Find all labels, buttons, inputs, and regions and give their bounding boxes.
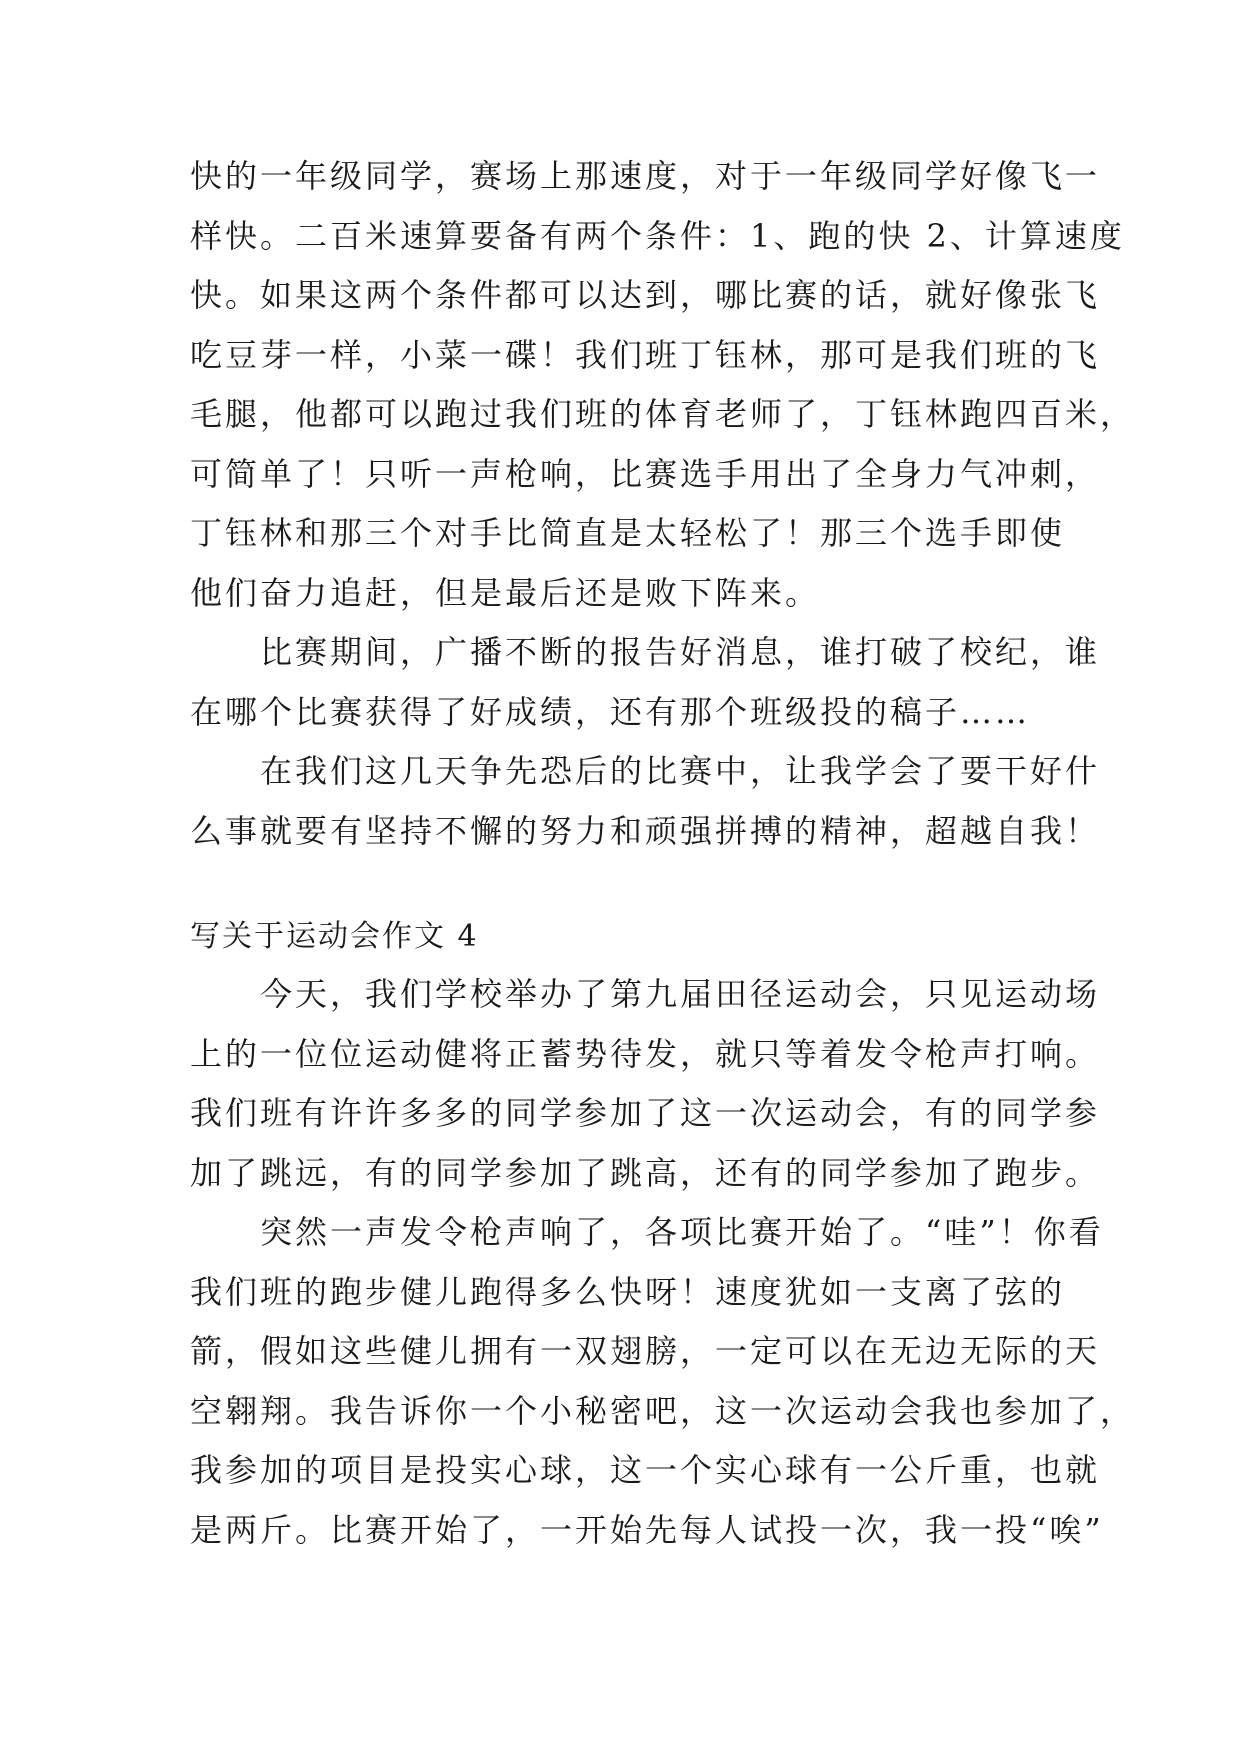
paragraph-start-line: 今天，我们学校举办了第九届田径运动会，只见运动场 [260, 975, 1101, 1013]
essay-heading: 写关于运动会作文 4 [190, 919, 479, 954]
paragraph-start-line: 突然一声发令枪声响了，各项比赛开始了。“哇”！你看 [260, 1213, 1104, 1251]
text-line: 可简单了！只听一声枪响，比赛选手用出了全身力气冲刺， [190, 454, 1101, 493]
text-line: 吃豆芽一样，小菜一碟！我们班丁钰林，那可是我们班的飞 [190, 335, 1101, 374]
essay-section-3-continued [190, 147, 1136, 861]
text-line: 在哪个比赛获得了好成绩，还有那个班级投的稿子…… [190, 692, 1031, 731]
text-line: 上的一位位运动健将正蓄势待发，就只等着发令枪声打响。 [190, 1034, 1101, 1073]
text-line: 样快。二百米速算要备有两个条件：1、跑的快 2、计算速度 [190, 216, 1125, 255]
text-line: 空翱翔。我告诉你一个小秘密吧，这一次运动会我也参加了， [190, 1391, 1136, 1430]
text-line: 我们班有许许多多的同学参加了这一次运动会，有的同学参 [190, 1094, 1101, 1132]
text-line: 快。如果这两个条件都可以达到，哪比赛的话，就好像张飞 [190, 276, 1101, 314]
text-line: 毛腿，他都可以跑过我们班的体育老师了，丁钰林跑四百米， [190, 395, 1136, 433]
text-line: 我们班的跑步健儿跑得多么快呀！速度犹如一支离了弦的 [190, 1272, 1066, 1311]
text-line: 丁钰林和那三个对手比简直是太轻松了！那三个选手即使 [190, 514, 1066, 552]
paragraph-start-line: 在我们这几天争先恐后的比赛中，让我学会了要干好什 [260, 752, 1101, 790]
text-line: 他们奋力追赶，但是最后还是败下阵来。 [190, 573, 821, 612]
text-line: 快的一年级同学，赛场上那速度，对于一年级同学好像飞一 [190, 157, 1101, 195]
paragraph-start-line: 比赛期间，广播不断的报告好消息，谁打破了校纪，谁 [260, 633, 1101, 671]
text-line: 我参加的项目是投实心球，这一个实心球有一公斤重，也就 [190, 1451, 1101, 1489]
essay-section-4 [190, 965, 1136, 1560]
text-line: 箭，假如这些健儿拥有一双翅膀，一定可以在无边无际的天 [190, 1332, 1101, 1370]
text-line: 么事就要有坚持不懈的努力和顽强拼搏的精神，超越自我！ [190, 811, 1101, 850]
text-line: 是两斤。比赛开始了，一开始先每人试投一次，我一投“唉” [190, 1510, 1104, 1549]
text-line: 加了跳远，有的同学参加了跳高，还有的同学参加了跑步。 [190, 1153, 1101, 1192]
